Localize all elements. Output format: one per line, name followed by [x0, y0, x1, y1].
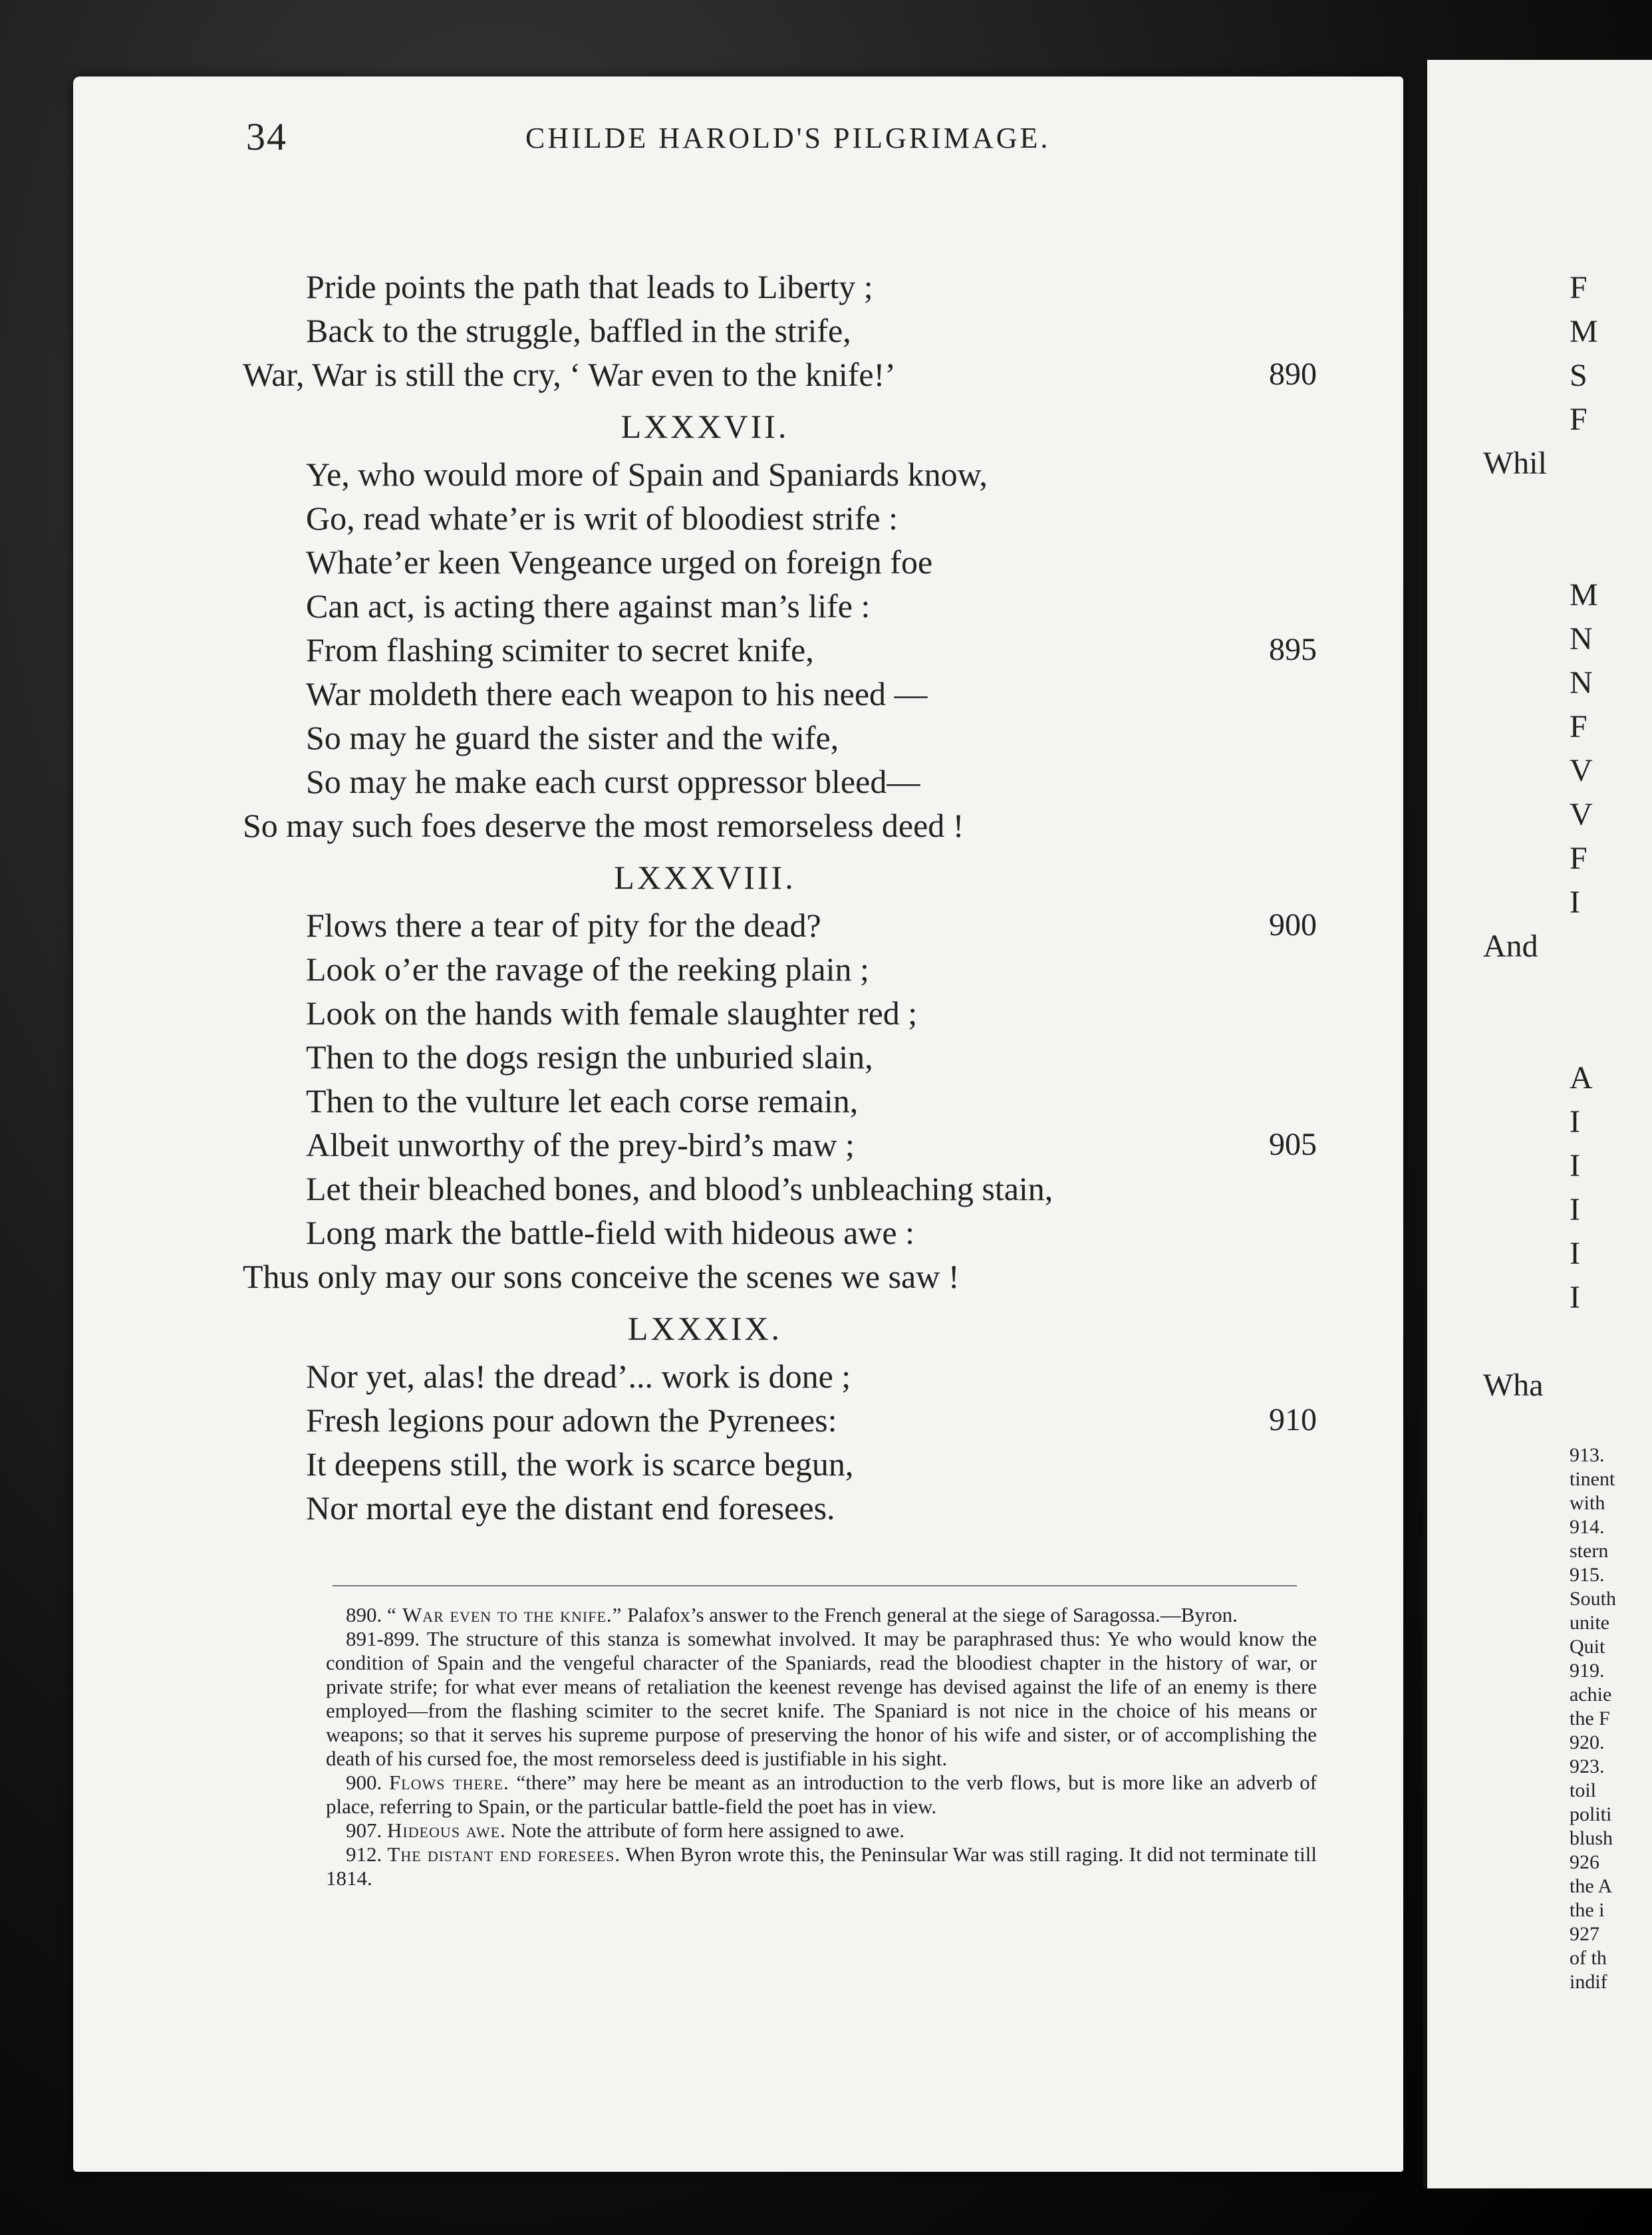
right-page-line-fragment — [1570, 968, 1652, 1012]
right-page-line-fragment: I — [1570, 1192, 1580, 1227]
verse-line — [306, 309, 1317, 353]
right-page-note-fragment: 923. — [1570, 1755, 1605, 1777]
right-page-line-fragment: N — [1570, 665, 1593, 700]
right-page-line-fragment: M — [1570, 314, 1598, 349]
verse-line-text: Ye, who would more of Spain and Spaniards know, — [306, 456, 988, 493]
verse-line-text: Back to the struggle, baffled in the strife, — [306, 312, 851, 349]
verse-line — [306, 760, 1317, 804]
verse-line — [306, 1398, 1317, 1442]
footnote-text: Palafox’s answer to the French general at the siege of Saragossa.—Byron. — [622, 1603, 1238, 1626]
running-head — [246, 114, 1363, 168]
poem-body — [243, 265, 1317, 1530]
verse-line-text: War moldeth there each weapon to his need — — [306, 675, 928, 712]
right-page-note-fragment: 927 — [1570, 1923, 1599, 1945]
line-number: 895 — [1269, 632, 1317, 667]
verse-line — [306, 584, 1317, 628]
right-page-note-fragment: 913. — [1570, 1444, 1605, 1466]
footnote — [326, 1603, 1317, 1627]
footnote-lemma: Hideous awe. — [387, 1819, 506, 1842]
footnote-text: Note the attribute of form here assigned to awe. — [505, 1819, 905, 1842]
page-number: 34 — [246, 115, 287, 158]
footnote-lemma: Flows there. — [388, 1771, 509, 1794]
right-page-note-fragment: indif — [1570, 1971, 1607, 1993]
verse-line — [306, 1167, 1317, 1211]
right-page-line-fragment: M — [1570, 577, 1598, 613]
verse-line-text: So may he guard the sister and the wife, — [306, 719, 839, 756]
verse-line-text: Nor mortal eye the distant end foresees. — [306, 1489, 835, 1527]
verse-line — [306, 1123, 1317, 1167]
right-page-verse-fragments — [1483, 266, 1652, 1408]
right-page-note-fragment: South — [1570, 1588, 1617, 1610]
verse-line-text: So may such foes deserve the most remorseless deed ! — [243, 807, 964, 844]
verse-line-text: Go, read whate’er is writ of bloodiest strife : — [306, 500, 898, 537]
right-page-line-fragment — [1570, 486, 1652, 529]
right-page-note-fragment: unite — [1570, 1612, 1609, 1634]
verse-line — [243, 353, 1317, 396]
verse-line — [306, 496, 1317, 540]
book-title: CHILDE HAROLD'S PILGRIMAGE. — [525, 122, 1051, 154]
right-page-line-fragment: A — [1570, 1060, 1593, 1096]
right-page-note-fragment: achie — [1570, 1684, 1612, 1706]
verse-line-text: Fresh legions pour adown the Pyrenees: — [306, 1402, 837, 1439]
verse-line — [306, 1211, 1317, 1255]
footnote-lemma: The distant end foresees. — [387, 1843, 621, 1866]
right-page-note-fragment: 915. — [1570, 1564, 1605, 1586]
right-page-line-fragment — [1570, 529, 1652, 573]
line-number: 910 — [1269, 1402, 1317, 1437]
verse-line-text: Thus only may our sons conceive the scenes we saw ! — [243, 1258, 960, 1295]
footnotes — [326, 1603, 1317, 1890]
right-page-line-fragment: F — [1570, 270, 1587, 305]
verse-line-text: Whate’er keen Vengeance urged on foreign foe — [306, 543, 933, 581]
footnote-number: 890. — [346, 1603, 382, 1626]
line-number: 905 — [1269, 1127, 1317, 1162]
footnote — [326, 1627, 1317, 1771]
verse-line — [306, 452, 1317, 496]
right-page-note-fragment: blush — [1570, 1827, 1613, 1849]
right-page-line-fragment: F — [1570, 709, 1587, 744]
right-page-note-fragment: the A — [1570, 1875, 1613, 1897]
right-page-note-fragment: 919. — [1570, 1660, 1605, 1682]
verse-line — [306, 1035, 1317, 1079]
verse-line-text: From flashing scimiter to secret knife, — [306, 631, 814, 669]
verse-line-text: Long mark the battle-field with hideous awe : — [306, 1214, 915, 1251]
right-page-line-fragment: And — [1483, 929, 1538, 964]
right-page-line-fragment — [1570, 1012, 1652, 1056]
right-page-line-fragment: N — [1570, 621, 1593, 657]
right-page-note-fragment: tinent — [1570, 1468, 1615, 1490]
verse-line-text: It deepens still, the work is scarce begun, — [306, 1445, 854, 1483]
verse-line-text: Let their bleached bones, and blood’s unbleaching stain, — [306, 1170, 1053, 1207]
right-page-line-fragment: Whil — [1483, 446, 1547, 481]
line-number: 890 — [1269, 357, 1317, 392]
right-page-line-fragment: I — [1570, 885, 1580, 920]
right-page-note-fragments — [1570, 1443, 1652, 1994]
verse-line-text: Look o’er the ravage of the reeking plain ; — [306, 951, 869, 988]
footnote — [326, 1771, 1317, 1819]
verse-line — [306, 903, 1317, 947]
right-page-line-fragment: I — [1570, 1104, 1580, 1139]
verse-line — [243, 1255, 1317, 1298]
verse-line — [306, 991, 1317, 1035]
verse-line-text: Pride points the path that leads to Liberty ; — [306, 268, 873, 305]
right-page-line-fragment: F — [1570, 402, 1587, 437]
right-page-note-fragment: Quit — [1570, 1636, 1605, 1658]
right-page-line-fragment: Wha — [1483, 1368, 1544, 1403]
verse-line — [306, 716, 1317, 760]
verse-line-text: War, War is still the cry, ‘ War even to the knife!’ — [243, 356, 896, 393]
right-page-note-fragment: toil — [1570, 1779, 1597, 1801]
right-page-line-fragment: S — [1570, 358, 1587, 393]
right-page-note-fragment: stern — [1570, 1540, 1609, 1562]
verse-line — [306, 1354, 1317, 1398]
right-page-note-fragment: the F — [1570, 1708, 1610, 1729]
right-page-note-fragment: politi — [1570, 1803, 1612, 1825]
footnote-number: 900. — [346, 1771, 382, 1794]
right-page-line-fragment: I — [1570, 1236, 1580, 1271]
verse-line — [306, 1486, 1317, 1530]
right-page-line-fragment: V — [1570, 797, 1593, 832]
stanza-heading: LXXXVIII. — [614, 859, 796, 896]
right-page-note-fragment: the i — [1570, 1899, 1605, 1921]
right-page-note-fragment: of th — [1570, 1947, 1607, 1969]
verse-line — [243, 804, 1317, 847]
right-page-line-fragment: I — [1570, 1280, 1580, 1315]
footnote-lemma: “ War even to the knife.” — [387, 1603, 622, 1626]
right-page-line-fragment: V — [1570, 753, 1593, 788]
footnote — [326, 1819, 1317, 1843]
stanza-heading: LXXXIX. — [627, 1310, 783, 1347]
verse-line-text: Then to the vulture let each corse remain, — [306, 1082, 859, 1119]
right-page-note-fragment: 926 — [1570, 1851, 1599, 1873]
verse-line-text: So may he make each curst oppressor bleed— — [306, 763, 920, 800]
footnote-number: 912. — [346, 1843, 382, 1866]
right-page-note-fragment: with — [1570, 1492, 1605, 1514]
verse-line — [306, 1079, 1317, 1123]
right-page-line-fragment — [1570, 1320, 1652, 1364]
footnote-rule — [333, 1585, 1297, 1586]
right-page-note-fragment: 914. — [1570, 1516, 1605, 1538]
footnote-text: “there” may here be meant as an introduction to the verb flows, but is more like an adverb of place, referring to Spain, or the particular battle-field the poet has in view. — [326, 1771, 1317, 1818]
stanza-heading: LXXXVII. — [620, 408, 789, 445]
verse-line-text: Flows there a tear of pity for the dead? — [306, 907, 821, 944]
verse-line-text: Albeit unworthy of the prey-bird’s maw ; — [306, 1126, 855, 1163]
right-page-line-fragment: F — [1570, 841, 1587, 876]
verse-line — [306, 540, 1317, 584]
line-number: 900 — [1269, 907, 1317, 943]
right-page-note-fragment: 920. — [1570, 1731, 1605, 1753]
verse-line-text: Can act, is acting there against man’s life : — [306, 587, 871, 625]
verse-line — [306, 947, 1317, 991]
right-page-line-fragment: I — [1570, 1148, 1580, 1183]
verse-line-text: Then to the dogs resign the unburied slain, — [306, 1038, 873, 1076]
footnote-number: 907. — [346, 1819, 382, 1842]
footnote-number: 891-899. — [346, 1627, 420, 1650]
footnote-text: When Byron wrote this, the Peninsular War was still raging. It did not terminate till 1814. — [326, 1843, 1317, 1890]
verse-line — [306, 672, 1317, 716]
verse-line — [306, 265, 1317, 309]
verse-line-text: Look on the hands with female slaughter red ; — [306, 994, 918, 1032]
verse-line — [306, 1442, 1317, 1486]
footnote-text: The structure of this stanza is somewhat involved. It may be paraphrased thus: Ye who would know the condition of Spain and the vengeful character of the Spaniards, read the bloodiest chapter in the history of war, or private strife; for what ever means of retaliation the keenest revenge has devised against the life of an enemy is there employed—from the flashing scimiter to the secret knife. The Spaniard is not nice in the choice of his means or weapons; so that it serves his supreme purpose of preserving the honor of his wife and sister, or of accomplishing the death of his cursed foe, the most remorseless deed is justifiable in his sight. — [326, 1627, 1317, 1770]
verse-line — [306, 628, 1317, 672]
footnote — [326, 1843, 1317, 1890]
verse-line-text: Nor yet, alas! the dread’... work is done ; — [306, 1358, 851, 1395]
